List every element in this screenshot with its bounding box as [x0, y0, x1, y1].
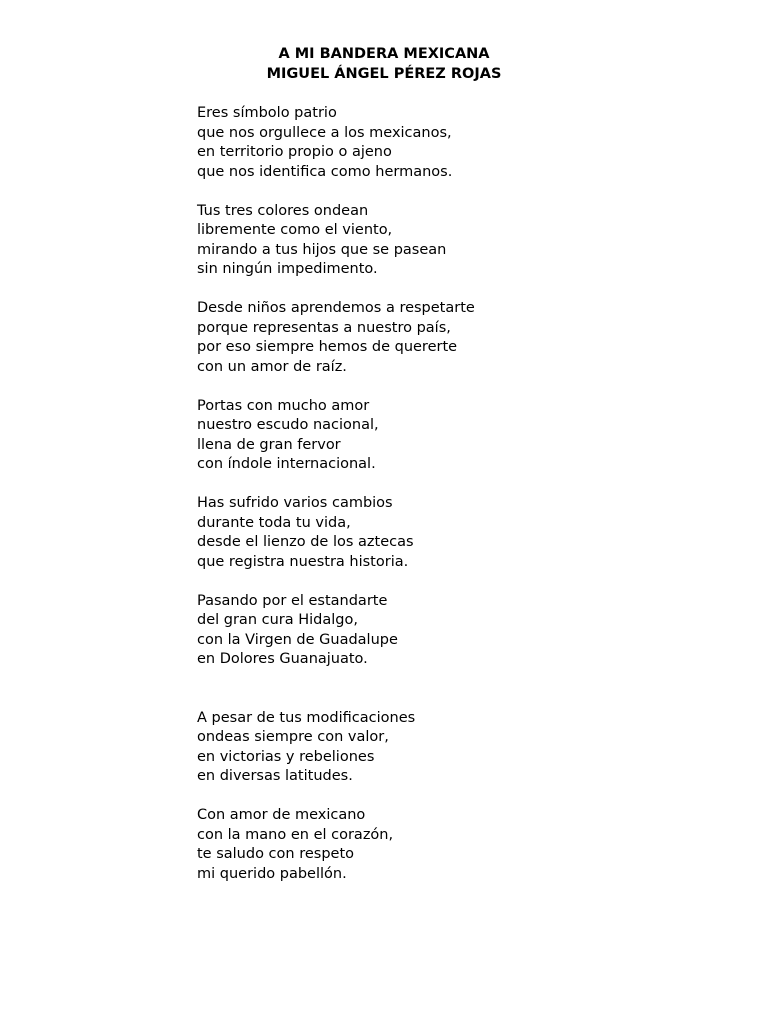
- stanza-5: [197, 494, 697, 572]
- poem-line: libremente como el viento,: [197, 222, 393, 238]
- poem-line: Has sufrido varios cambios: [197, 495, 393, 511]
- poem-line: que nos identifica como hermanos.: [197, 163, 453, 180]
- poem-line: desde el lienzo de los aztecas: [197, 534, 414, 550]
- document-title: A MI BANDERA MEXICANA: [278, 46, 490, 62]
- poem-line: Tus tres colores ondean: [197, 202, 369, 219]
- stanza-3: [197, 299, 697, 377]
- poem-line: A pesar de tus modificaciones: [197, 709, 416, 726]
- poem-line: con la mano en el corazón,: [197, 826, 394, 843]
- stanza-7: [197, 709, 697, 787]
- poem-line: que nos orgullece a los mexicanos,: [197, 124, 452, 141]
- stanza-8: [197, 806, 697, 884]
- stanza-1: [197, 104, 697, 182]
- stanza-2: [197, 202, 697, 280]
- poem-line: te saludo con respeto: [197, 846, 355, 862]
- poem-line: nuestro escudo nacional,: [197, 417, 379, 433]
- poem-line: en victorias y rebeliones: [197, 748, 375, 765]
- poem-line: con índole internacional.: [197, 456, 376, 472]
- poem-line: Portas con mucho amor: [197, 397, 370, 414]
- poem-line: mirando a tus hijos que se pasean: [197, 241, 447, 258]
- stanza-4: [197, 397, 697, 475]
- poem-line: llena de gran fervor: [197, 436, 341, 453]
- poem-line: con un amor de raíz.: [197, 358, 347, 375]
- poem-line: Desde niños aprendemos a respetarte: [197, 300, 475, 316]
- poem-line: porque representas a nuestro país,: [197, 319, 451, 336]
- poem-line: en territorio propio o ajeno: [197, 144, 392, 160]
- poem-line: Con amor de mexicano: [197, 807, 366, 823]
- poem-line: del gran cura Hidalgo,: [197, 612, 358, 628]
- poem-line: en Dolores Guanajuato.: [197, 651, 368, 667]
- poem-line: durante toda tu vida,: [197, 514, 351, 531]
- title-block: [0, 45, 768, 84]
- poem-line: mi querido pabellón.: [197, 865, 347, 882]
- document-author: MIGUEL ÁNGEL PÉREZ ROJAS: [266, 65, 502, 82]
- poem-line: por eso siempre hemos de quererte: [197, 339, 458, 355]
- poem-line: ondeas siempre con valor,: [197, 729, 389, 745]
- poem-line: con la Virgen de Guadalupe: [197, 631, 398, 648]
- stanza-6: [197, 592, 697, 670]
- poem-line: Pasando por el estandarte: [197, 592, 388, 609]
- poem-line: que registra nuestra historia.: [197, 553, 409, 570]
- poem-line: en diversas latitudes.: [197, 768, 353, 784]
- poem-line: Eres símbolo patrio: [197, 105, 337, 121]
- poem-line: sin ningún impedimento.: [197, 261, 378, 277]
- poem-body: [197, 104, 697, 904]
